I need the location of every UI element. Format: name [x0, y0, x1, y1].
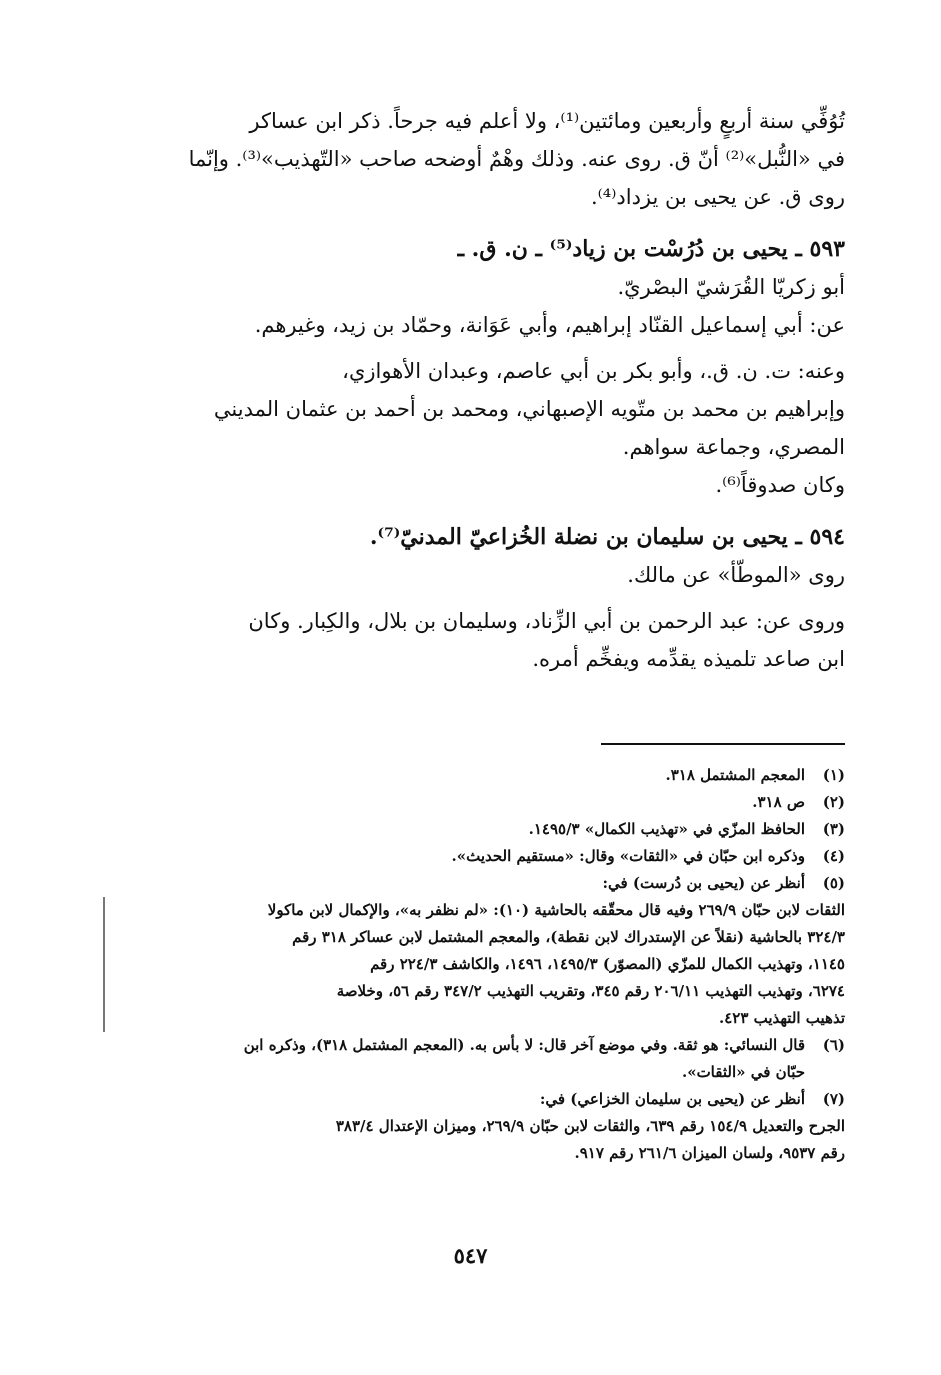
text-line: رقم ٩٥٣٧، ولسان الميزان ٢٦١/٦ رقم ٩١٧. [574, 1144, 845, 1162]
entry-from-593: عن: أبي إسماعيل القنّاد إبراهيم، وأبي عَوَانة، وحمّاد بن زيد، وغيرهم. [254, 313, 845, 337]
text-line: ابن صاعد تلميذه يقدِّمه ويفخِّم أمره. [532, 647, 845, 671]
page-number: ٥٤٧ [453, 1243, 488, 1268]
footnote-number: (٥) [822, 874, 845, 892]
entry-kunya-593: أبو زكريّا القُرَشيّ البصْريّ. [617, 275, 845, 299]
footnote-number: (٢) [822, 793, 845, 811]
footnote-number: (٦) [822, 1036, 845, 1054]
text-line: ٦٢٧٤، وتهذيب التهذيب ٢٠٦/١١ رقم ٣٤٥، وتقريب التهذيب ٣٤٧/٢ رقم ٥٦، وخلاصة [336, 982, 845, 1000]
entry-students-593 [103, 352, 845, 466]
footnote-2 [103, 789, 845, 816]
footnotes [103, 762, 845, 1167]
footnote-text: أنظر عن (يحيى بن دُرست) في: [602, 874, 805, 892]
text-line: قال النسائي: هو ثقة. وفي موضع آخر قال: لا بأس به. (المعجم المشتمل ٣١٨)، وذكره ابن [243, 1036, 805, 1054]
text-line: ٣٢٤/٣ بالحاشية (نقلاً عن الإستدراك لابن نقطة)، والمعجم المشتمل لابن عساكر ٣١٨ رقم [292, 928, 845, 946]
footnote-number: (٣) [822, 820, 845, 838]
entry-narrated-594: روى «الموطّأ» عن مالك. [627, 563, 845, 587]
text-line: روى ق. عن يحيى بن يزداد⁽⁴⁾. [590, 185, 845, 209]
footnote-6 [103, 1032, 845, 1086]
text-line: حبّان في «الثقات». [681, 1063, 805, 1081]
footnote-1 [103, 762, 845, 789]
entry-heading-594: ٥٩٤ ـ يحيى بن سليمان بن نضلة الخُزاعيّ المدنيّ⁽⁷⁾. [369, 524, 845, 550]
text-line: تذهيب التهذيب ٤٢٣. [718, 1009, 845, 1027]
text-line: الجرح والتعديل ١٥٤/٩ رقم ٦٣٩، والثقات لابن حبّان ٢٦٩/٩، وميزان الإعتدال ٣٨٣/٤ [335, 1117, 845, 1135]
footnote-5-sources [103, 897, 845, 1032]
footnote-text: أنظر عن (يحيى بن سليمان الخزاعي) في: [539, 1090, 805, 1108]
text-line: وعنه: ت. ن. ق.، وأبو بكر بن أبي عاصم، وعبدان الأهوازي، [342, 359, 845, 383]
text-line: ١١٤٥، وتهذيب الكمال للمزّي (المصوّر) ١٤٩٥/٣، ١٤٩٦، والكاشف ٢٢٤/٣ رقم [370, 955, 845, 973]
footnote-7 [103, 1086, 845, 1113]
text-line: المصري، وجماعة سواهم. [622, 435, 845, 459]
main-text [103, 102, 845, 678]
footnote-number: (١) [822, 766, 845, 784]
footnote-4 [103, 843, 845, 870]
footnote-number: (٧) [822, 1090, 845, 1108]
footnote-separator [601, 743, 845, 745]
text-line: تُوُفِّي سنة أربعٍ وأربعين ومائتين⁽¹⁾، ولا أعلم فيه جرحاً. ذكر ابن عساكر [249, 109, 845, 133]
text-line: في «النُّبل»⁽²⁾ أنّ ق. روى عنه. وذلك وهْمٌ أوضحه صاحب «التّهذيب»⁽³⁾. وإنّما [188, 147, 845, 171]
text-line: وإبراهيم بن محمد بن متّويه الإصبهاني، ومحمد بن أحمد بن عثمان المديني [213, 397, 845, 421]
footnote-text: وذكره ابن حبّان في «الثقات» وقال: «مستقيم الحديث». [451, 847, 805, 865]
entry-from-594 [103, 602, 845, 678]
footnote-5 [103, 870, 845, 897]
text-line: وروى عن: عبد الرحمن بن أبي الزِّناد، وسليمان بن بلال، والكِبار. وكان [248, 609, 845, 633]
footnote-7-sources [103, 1113, 845, 1167]
footnote-3 [103, 816, 845, 843]
footnote-number: (٤) [822, 847, 845, 865]
footnote-text: المعجم المشتمل ٣١٨. [665, 766, 805, 784]
entry-grade-593: وكان صدوقاً⁽⁶⁾. [715, 473, 845, 497]
footnote-text: ص ٣١٨. [752, 793, 805, 811]
intro-paragraph [103, 102, 845, 216]
text-line: الثقات لابن حبّان ٢٦٩/٩ وفيه قال محقّقه بالحاشية (١٠): «لم نظفر به»، والإكمال لابن ماكولا [267, 901, 845, 919]
footnote-text: الحافظ المزّي في «تهذيب الكمال» ١٤٩٥/٣. [528, 820, 805, 838]
footnote-text [103, 1032, 805, 1086]
entry-heading-593: ٥٩٣ ـ يحيى بن دُرُسْت بن زياد⁽⁵⁾ ـ ن. ق. ـ [457, 236, 845, 262]
